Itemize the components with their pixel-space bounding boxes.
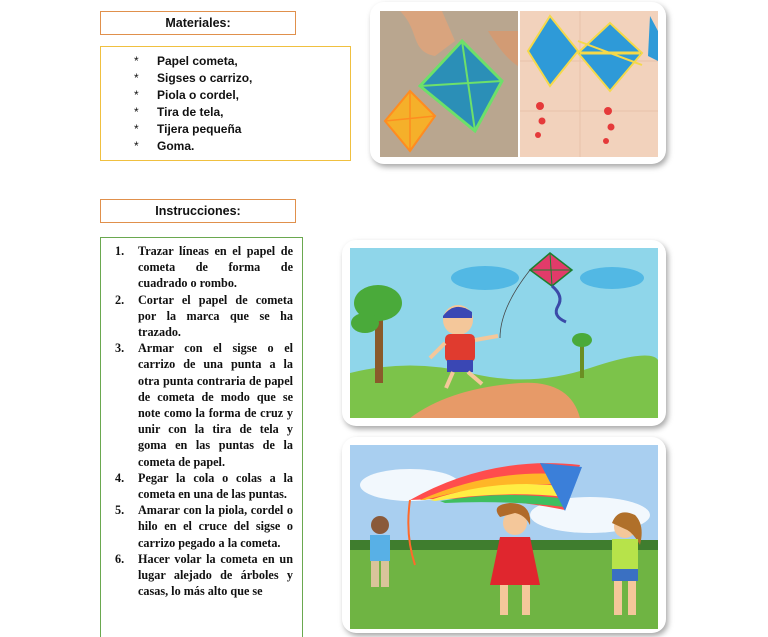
list-item: * Piola o cordel,	[134, 88, 240, 102]
kite-crafts-photo	[370, 2, 666, 164]
bullet-icon: *	[134, 105, 139, 119]
instructions-title-text: Instrucciones:	[155, 204, 241, 218]
instructions-list	[100, 237, 303, 637]
list-item: 3. Armar con el sigse o el carrizo de una punta a la otra punta contraria de papel de cometa de modo que se note como la forma de cruz y unir con la tira de tela y goma en las puntas de la cometa de papel.	[115, 341, 293, 469]
kids-kite-image	[350, 445, 658, 629]
list-item: * Tira de tela,	[134, 105, 224, 119]
list-item: 5. Amarar con la piola, cordel o hilo en el cruce del sigse o carrizo pegado a la cometa.	[115, 503, 293, 550]
materials-title-text: Materiales:	[165, 16, 231, 30]
list-item: * Papel cometa,	[134, 54, 238, 68]
instructions-title	[100, 199, 296, 223]
bullet-icon: *	[134, 54, 139, 68]
bullet-icon: *	[134, 88, 139, 102]
materials-list	[100, 46, 351, 161]
kids-kite-photo	[342, 437, 666, 633]
list-item: 1. Trazar líneas en el papel de cometa de forma de cuadrado o rombo.	[115, 244, 293, 291]
list-item: * Tijera pequeña	[134, 122, 242, 136]
list-item: * Goma.	[134, 139, 195, 153]
list-item: 2. Cortar el papel de cometa por la marca que se ha trazado.	[115, 292, 293, 340]
bullet-icon: *	[134, 139, 139, 153]
list-item: 4. Pegar la cola o colas a la cometa en una de las puntas.	[115, 470, 293, 502]
boy-kite-drawing	[342, 240, 666, 426]
bullet-icon: *	[134, 122, 139, 136]
bullet-icon: *	[134, 71, 139, 85]
list-item: * Sigses o carrizo,	[134, 71, 253, 85]
list-item: 6. Hacer volar la cometa en un lugar alejado de árboles y casas, lo más alto que se	[115, 551, 293, 599]
kite-crafts-image	[380, 11, 658, 157]
boy-kite-illustration	[350, 248, 658, 418]
materials-title	[100, 11, 296, 35]
